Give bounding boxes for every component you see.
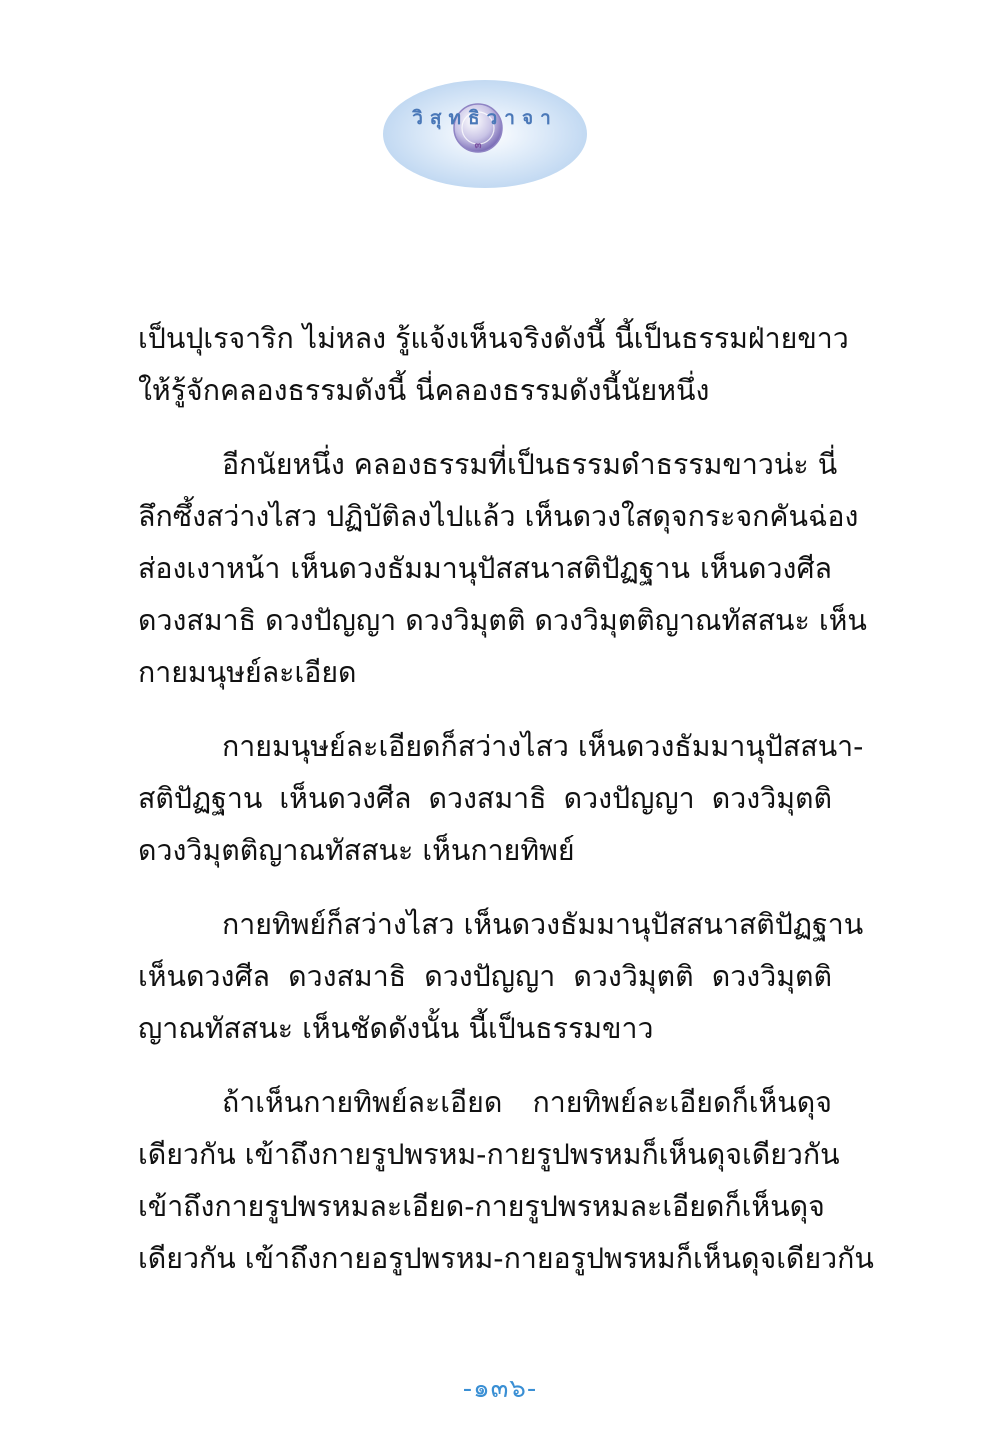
paragraph-3 [138,721,864,877]
paragraph-4 [138,899,864,1055]
text-line: อีกนัยหนึ่ง คลองธรรมที่เป็นธรรมดำธรรมขาวน่ะ นี่ [222,448,838,481]
text-line: กายทิพย์ก็สว่างไสว เห็นดวงธัมมานุปัสสนาสติปัฏฐาน [222,908,864,941]
text-line: ลึกซึ้งสว่างไสว ปฏิบัติลงไปแล้ว เห็นดวงใสดุจกระจกคันฉ่อง [138,500,859,533]
text-line: กายมนุษย์ละเอียดก็สว่างไสว เห็นดวงธัมมานุปัสสนา- [222,730,864,763]
text-line: กายมนุษย์ละเอียด [138,656,357,689]
paragraph-5 [138,1077,874,1285]
text-line: ดวงสมาธิ ดวงปัญญา ดวงวิมุตติ ดวงวิมุตติญาณทัสสนะ เห็น [138,604,867,637]
text-line: เห็นดวงศีล ดวงสมาธิ ดวงปัญญา ดวงวิมุตติ ดวงวิมุตติ [138,960,832,993]
text-line: ให้รู้จักคลองธรรมดังนี้ นี่คลองธรรมดังนี้นัยหนึ่ง [138,374,710,407]
paragraph-2 [138,439,867,699]
logo-badge: ๓ [474,140,482,151]
text-line: เป็นปุเรจาริก ไม่หลง รู้แจ้งเห็นจริงดังนี้ นี้เป็นธรรมฝ่ายขาว [138,322,849,355]
text-line: ญาณทัสสนะ เห็นชัดดังนั้น นี้เป็นธรรมขาว [138,1012,654,1045]
document-body [138,313,874,1285]
text-line: สติปัฏฐาน เห็นดวงศีล ดวงสมาธิ ดวงปัญญา ดวงวิมุตติ [138,782,832,815]
logo-text: วิสุทธิวาจา [412,107,558,129]
paragraph-1 [138,313,849,417]
text-line: ถ้าเห็นกายทิพย์ละเอียด กายทิพย์ละเอียดก็เห็นดุจ [222,1086,832,1119]
text-line: ดวงวิมุตติญาณทัสสนะ เห็นกายทิพย์ [138,834,575,867]
text-line: เข้าถึงกายรูปพรหมละเอียด-กายรูปพรหมละเอียดก็เห็นดุจ [138,1190,825,1223]
header-logo [382,78,588,190]
text-line: เดียวกัน เข้าถึงกายอรูปพรหม-กายอรูปพรหมก็เห็นดุจเดียวกัน [138,1242,874,1275]
text-line: ส่องเงาหน้า เห็นดวงธัมมานุปัสสนาสติปัฏฐาน เห็นดวงศีล [138,552,832,585]
logo-emblem-icon [382,78,588,190]
page-number: -๑๓๖- [462,1374,538,1404]
text-line: เดียวกัน เข้าถึงกายรูปพรหม-กายรูปพรหมก็เห็นดุจเดียวกัน [138,1138,840,1171]
